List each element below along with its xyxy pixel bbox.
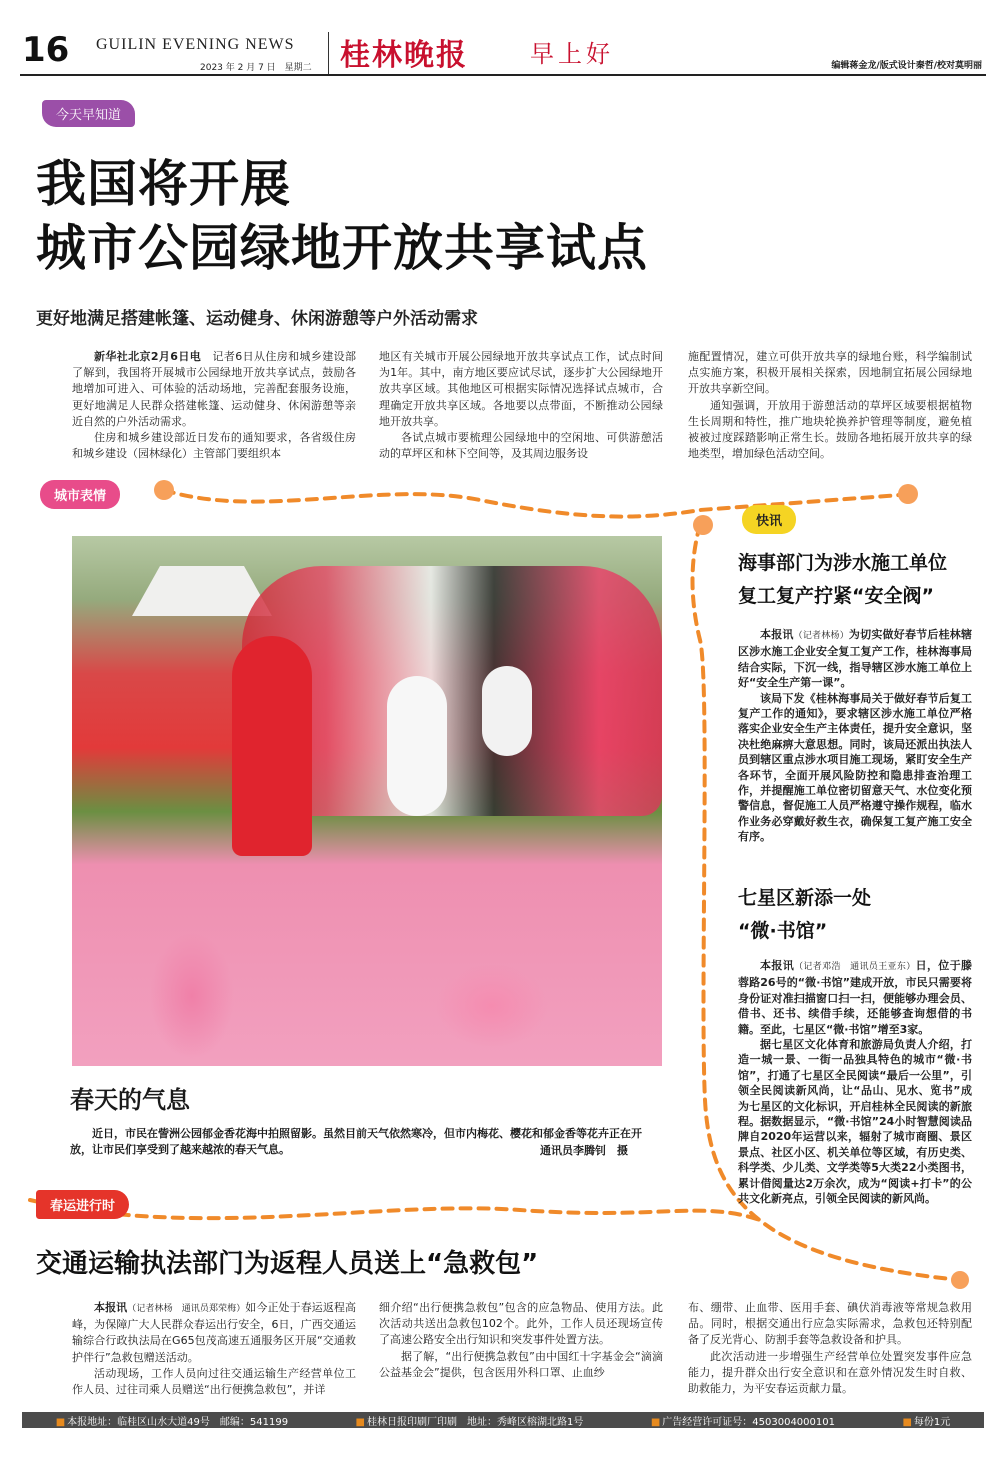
brief2-title-line1: 七星区新添一处 [738, 887, 872, 909]
lead-tag: 今天早知道 [42, 100, 135, 127]
brief1-lead: 本报讯 [760, 628, 794, 641]
brief1-title-line1: 海事部门为涉水施工单位 [738, 552, 948, 574]
bottom-headline: 交通运输执法部门为返程人员送上“急救包” [36, 1249, 539, 1279]
brief2-body [738, 958, 972, 1207]
bottom-byline: （记者林杨 通讯员郑荣梅） [127, 1304, 246, 1314]
brief2-byline: （记者邓浩 通讯员王亚东） [794, 962, 916, 972]
bottom-col1-p1-text: 如今正处于春运返程高峰，为保障广大人民群众春运出行安全，6日，广西交通运输综合行政执法局在G65包茂高速五通服务区开展“交通救护伴行”急救包赠送活动。 [72, 1301, 357, 1364]
bottom-col2-p1: 细介绍“出行便携急救包”包含的应急物品、使用方法。此次活动共送出急救包102个。此外，工作人员还现场宣传了高速公路安全出行知识和突发事件处置方法。 [379, 1301, 663, 1347]
brief1-title [738, 547, 947, 613]
brief-tag: 快讯 [742, 505, 796, 534]
dateline: 新华社北京2月6日电 [94, 350, 202, 363]
lead-headline-line2: 城市公园绿地开放共享试点 [36, 218, 648, 277]
lead-col1-p1-text: 记者6日从住房和城乡建设部了解到，我国将开展城市公园绿地开放共享试点，鼓励各地增加可进入、可体验的活动场地，完善配套服务设施，更好地满足人民群众搭建帐篷、运动健身、休闲游憩等亲近自然的户外活动需求。 [72, 350, 357, 428]
brief1-p1-text: 为切实做好春节后桂林辖区涉水施工企业安全复工复产工作，桂林海事局结合实际，下沉一线，指导辖区涉水施工单位上好“安全生产第一课”。 [738, 628, 973, 690]
bottom-column-2 [379, 1300, 663, 1381]
issue-date: 2023 年 2 月 7 日 星期二 [200, 63, 312, 73]
paper-name-en: GUILIN EVENING NEWS [96, 36, 295, 53]
brief1-title-line2: 复工复产拧紧“安全阀” [738, 585, 934, 607]
brief1-body [738, 627, 972, 845]
brief2-p1 [738, 958, 972, 1037]
bottom-col3-p2: 此次活动进一步增强生产经营单位处置突发事件应急能力，提升群众出行安全意识和在意外情况发生时自救、助救能力，为平安春运贡献力量。 [688, 1349, 972, 1396]
brief1-byline: （记者林杨） [793, 631, 849, 641]
bottom-col2-p2: 据了解，“出行便携急救包”由中国红十字基金会“滴滴公益基金会”提供，包含医用外科口罩、止血纱 [379, 1349, 663, 1379]
lead-col3-p1: 施配置情况，建立可供开放共享的绿地台账，科学编制试点实施方案，积极开展相关探索，因地制宜拓展公园绿地开放共享新空间。 [688, 350, 972, 396]
footer-price: ■ 每份1元 [902, 1413, 950, 1428]
brief1-p1 [738, 627, 972, 691]
bottom-lead: 本报讯 [94, 1301, 128, 1314]
photo-tag: 城市表情 [40, 480, 120, 509]
bottom-column-1 [72, 1300, 356, 1398]
bottom-col1-p2: 活动现场，工作人员向过往交通运输生产经营单位工作人员、过往司乘人员赠送“出行便携急救包”，并详 [72, 1366, 356, 1397]
footer-license: ■ 广告经营许可证号：4503004000101 [651, 1413, 835, 1428]
photo-caption-text: 近日，市民在訾洲公园郁金香花海中拍照留影。虽然目前天气依然寒冷，但市内梅花、樱花和郁金香等花卉正在开放，让市民们享受到了越来越浓的春天气息。 [70, 1127, 642, 1156]
lead-col2-p1: 地区有关城市开展公园绿地开放共享试点工作，试点时间为1年。其中，南方地区要应试尽试，逐步扩大公园绿地开放共享区域。其他地区可根据实际情况选择试点城市，合理确定开放共享区域。各地要以点带面，不断推动公园绿地开放共享。 [379, 350, 663, 428]
photo-credit: 通讯员李腾钊 摄 [540, 1144, 628, 1157]
brief2-p2: 据七星区文化体育和旅游局负责人介绍，打造一城一景、一街一品独具特色的城市“微·书馆”，打通了七星区全民阅读“最后一公里”，引领全民阅读新风尚，让“品山、见水、览书”成为七星区的文化标识，开启桂林全民阅读的新旅程。据数据显示，“微·书馆”24小时智慧阅读品牌自2020年运营以来，辐射了城市商圈、景区景点、社区小区、机关单位等区域，有历史类、科学类、少儿类、文学类等5大类22小类图书，累计借阅量达2万余次，成为“阅读+打卡”的公共文化新亮点，引领全民阅读的新风尚。 [738, 1038, 972, 1206]
footer-address: ■ 本报地址：临桂区山水大道49号 邮编：541199 [56, 1413, 288, 1428]
lead-col3-p2: 通知强调，开放用于游憩活动的草坪区域要根据植物生长周期和特性，推广地块轮换养护管理等制度，避免植被被过度踩踏影响正常生长。鼓励各地拓展开放共享的绿地类型，增加绿色活动空间。 [688, 398, 972, 461]
photo-woman-red-coat [232, 636, 312, 856]
brief2-p1-text: 日，位于滕蓉路26号的“微·书馆”建成开放，市民只需要将身份证对准扫描窗口扫一扫，便能够办理会员、借书、还书、续借手续，还能够查询想借的书籍。至此，七星区“微·书馆”增至3家。 [738, 959, 973, 1036]
lead-col2-p2: 各试点城市要梳理公园绿地中的空闲地、可供游憩活动的草坪区和林下空间等，及其周边服务设 [379, 431, 663, 461]
lead-col1-p2: 住房和城乡建设部近日发布的通知要求，各省级住房和城乡建设（园林绿化）主管部门要组织本 [72, 431, 356, 461]
photo-rabbit-mascot [387, 676, 447, 816]
page-number: 16 [22, 30, 70, 70]
photo-rabbit-mascot-2 [482, 666, 532, 756]
bottom-col3-p1: 布、绷带、止血带、医用手套、碘伏消毒液等常规急救用品。同时，根据交通出行应急实际需求，急救包还特别配备了反光背心、防割手套等急救设备和护具。 [688, 1301, 972, 1347]
brief2-lead: 本报讯 [760, 959, 795, 972]
editor-credits: 编辑蒋金龙/版式设计秦哲/校对莫明丽 [831, 61, 982, 71]
footer-printer: ■ 桂林日报印刷厂印刷 地址：秀峰区榕湖北路1号 [356, 1413, 584, 1428]
photo-title: 春天的气息 [70, 1086, 190, 1114]
bottom-tag: 春运进行时 [36, 1190, 129, 1219]
tulip-photo [72, 536, 662, 1066]
lead-subheadline: 更好地满足搭建帐篷、运动健身、休闲游憩等户外活动需求 [36, 309, 478, 329]
brand-logo: 桂林晚报 [340, 38, 468, 73]
bottom-column-3 [688, 1300, 972, 1397]
brief2-title [738, 882, 871, 948]
brief2-title-line2: “微·书馆” [738, 920, 828, 942]
section-name: 早上好 [530, 40, 614, 68]
lead-headline-line1: 我国将开展 [36, 154, 291, 213]
bottom-col1-p1 [72, 1300, 356, 1366]
brief1-p2: 该局下发《桂林海事局关于做好春节后复工复产工作的通知》，要求辖区涉水施工单位严格落实企业安全生产主体责任，提升安全意识，坚决杜绝麻痹大意思想。同时，该局还派出执法人员到辖区重点涉水项目施工现场，紧盯安全生产各环节，全面开展风险防控和隐患排查治理工作，并提醒施工单位密切留意天气、水位变化预警信息，督促施工人员严格遵守操作规程，临水作业务必穿戴好救生衣，确保复工复产施工安全有序。 [738, 691, 972, 844]
footer-bar [22, 1412, 984, 1428]
